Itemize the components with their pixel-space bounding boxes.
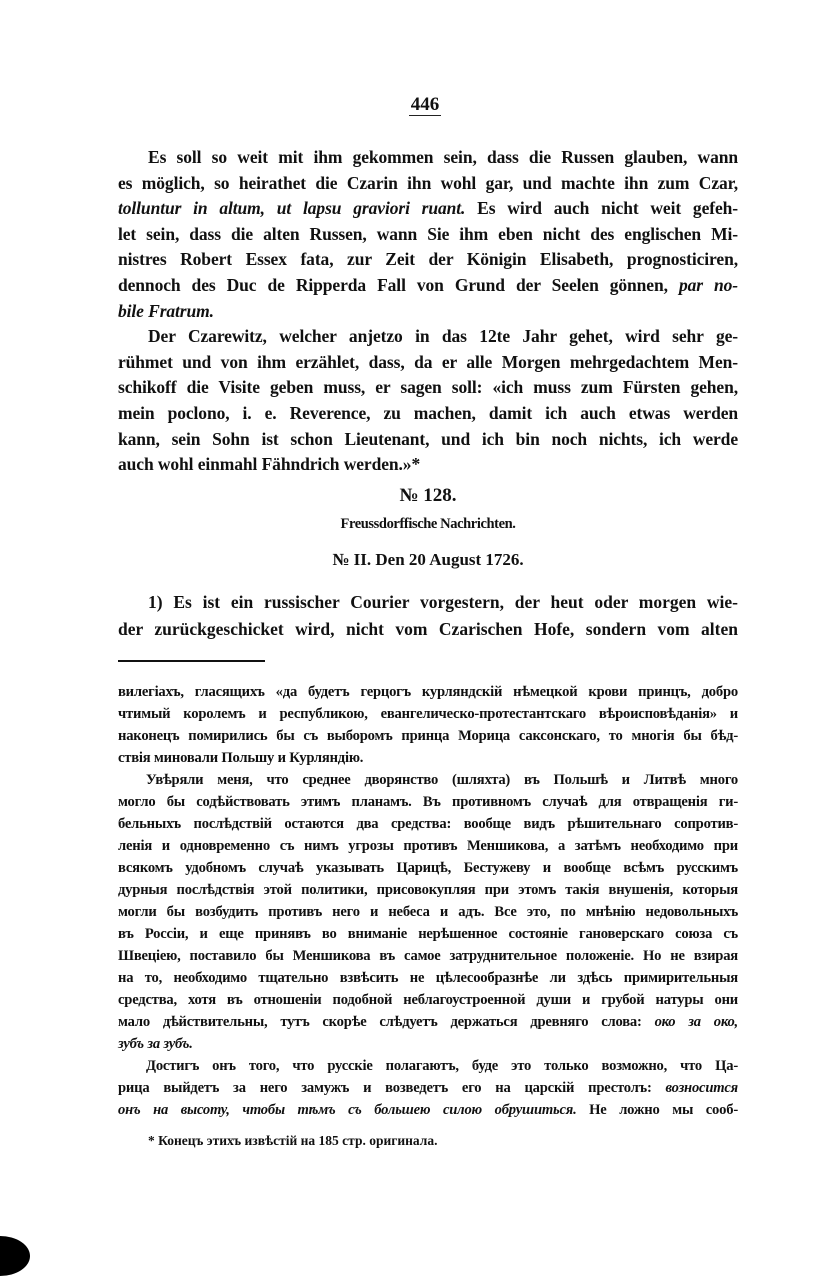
text-line bbox=[118, 299, 738, 325]
text-line bbox=[118, 1055, 738, 1077]
text-line bbox=[118, 857, 738, 879]
text-line bbox=[118, 989, 738, 1011]
text-segment: въ Россiи, и еще принявъ во вниманiе нерѣшенное состоянiе гановерскаго союза съ bbox=[118, 926, 738, 942]
text-segment: чтимый королемъ и республикою, евангелическо-протестантскаго вѣроисповѣданiя» и bbox=[118, 706, 738, 722]
text-line bbox=[118, 375, 738, 401]
text-line bbox=[118, 1033, 738, 1055]
text-line bbox=[118, 616, 738, 643]
text-segment: ствiя миновали Польшу и Курляндiю. bbox=[118, 750, 364, 766]
italic-text: зубъ за зубъ. bbox=[118, 1036, 193, 1052]
text-segment: es möglich, so heirathet die Czarin ihn wohl gar, und machte ihn zum Czar, bbox=[118, 172, 738, 193]
text-line bbox=[118, 967, 738, 989]
text-line bbox=[118, 813, 738, 835]
text-segment: всякомъ удобномъ случаѣ указывать Царицѣ, Бестужеву и вообще всѣмъ русскимъ bbox=[118, 860, 738, 876]
text-line bbox=[118, 427, 738, 453]
text-line bbox=[118, 945, 738, 967]
text-line bbox=[118, 145, 738, 171]
text-segment: могло бы содѣйствовать этимъ планамъ. Въ противномъ случаѣ для отвращенiя ги- bbox=[118, 794, 738, 810]
notes-text bbox=[118, 681, 738, 1121]
text-line bbox=[118, 324, 738, 350]
document-number: № 128. bbox=[399, 485, 457, 506]
text-line bbox=[118, 923, 738, 945]
text-segment: мало дѣйствительны, тутъ скорѣе слѣдуетъ держаться древняго слова: bbox=[118, 1014, 655, 1030]
text-line bbox=[118, 273, 738, 299]
text-line bbox=[118, 791, 738, 813]
text-line bbox=[118, 401, 738, 427]
text-segment: nistres Robert Essex fata, zur Zeit der Königin Elisabeth, prognosticiren, bbox=[118, 249, 738, 270]
main-text bbox=[118, 145, 738, 478]
text-segment: рица выйдетъ за него замужъ и возведетъ его на царскiй престолъ: bbox=[118, 1080, 666, 1096]
text-segment: могли бы возбудить противъ него и небеса и адъ. Все это, по мнѣнiю недовольныхъ bbox=[118, 904, 738, 920]
text-segment: Der Czarewitz, welcher anjetzo in das 12te Jahr gehet, wird sehr ge- bbox=[148, 326, 738, 347]
text-segment: бельныхъ послѣдствiй остаются два средства: вообще видъ рѣшительнаго сопротив- bbox=[118, 816, 738, 832]
text-line bbox=[118, 589, 738, 616]
text-line bbox=[118, 247, 738, 273]
document-subtitle: № II. Den 20 August 1726. bbox=[332, 550, 524, 569]
text-line bbox=[118, 1077, 738, 1099]
text-segment: der zurückgeschicket wird, nicht vom Czarischen Hofe, sondern vom alten bbox=[118, 619, 738, 639]
text-line bbox=[118, 879, 738, 901]
italic-text: онъ на высоту, чтобы тѣмъ съ большею силою обрушиться. bbox=[118, 1102, 577, 1118]
text-segment: auch wohl einmahl Fähndrich werden.»* bbox=[118, 454, 421, 475]
page-number-text: 446 bbox=[410, 94, 440, 115]
italic-text: возносится bbox=[665, 1080, 738, 1096]
text-segment: 1) Es ist ein russischer Courier vorgestern, der heut oder morgen wie- bbox=[148, 592, 738, 612]
italic-text: par no- bbox=[678, 274, 739, 295]
text-segment: Увѣряли меня, что среднее дворянство (шляхта) въ Польшѣ и Литвѣ много bbox=[146, 772, 738, 788]
text-segment: kann, sein Sohn ist schon Lieutenant, und ich bin noch nichts, ich werde bbox=[118, 428, 738, 449]
text-line bbox=[118, 1099, 738, 1121]
text-segment: mein poclono, i. e. Reverence, zu machen, damit ich auch etwas werden bbox=[118, 402, 738, 423]
scan-artifact bbox=[0, 1236, 30, 1276]
footnote-divider bbox=[118, 660, 265, 662]
document-title: Freussdorffische Nachrichten. bbox=[340, 516, 516, 532]
text-line bbox=[118, 769, 738, 791]
section-text bbox=[118, 589, 738, 643]
text-segment: Es wird auch nicht weit gefeh- bbox=[465, 198, 738, 219]
text-line bbox=[118, 222, 738, 248]
text-segment: на то, необходимо тщательно взвѣсить не цѣлесообразнѣе ли здѣсь примирительныя bbox=[118, 970, 738, 986]
text-line bbox=[118, 725, 738, 747]
footnote: * Конецъ этихъ извѣстiй на 185 стр. оригинала. bbox=[148, 1133, 438, 1148]
text-line bbox=[118, 350, 738, 376]
text-line bbox=[118, 835, 738, 857]
text-line bbox=[118, 703, 738, 725]
text-line bbox=[118, 1011, 738, 1033]
text-segment: schikoff die Visite geben muss, er sagen soll: «ich muss zum Fürsten gehen, bbox=[118, 377, 738, 398]
italic-text: bile Fratrum. bbox=[118, 300, 214, 321]
text-line bbox=[118, 452, 738, 478]
italic-text: око за око, bbox=[654, 1014, 739, 1030]
text-segment: наконецъ помирились бы съ выборомъ принца Морица саксонскаго, то многiя бы бѣд- bbox=[118, 728, 738, 744]
text-line bbox=[118, 901, 738, 923]
text-segment: let sein, dass die alten Russen, wann Sie ihm eben nicht des englischen Mi- bbox=[118, 223, 738, 244]
text-line bbox=[118, 196, 738, 222]
page-number bbox=[0, 94, 820, 116]
text-segment: rühmet und von ihm erzählet, dass, da er alle Morgen mehrgedachtem Men- bbox=[118, 351, 738, 372]
text-segment: Достигъ онъ того, что русскiе полагаютъ, буде это только возможно, что Ца- bbox=[146, 1058, 738, 1074]
italic-text: tolluntur in altum, ut lapsu graviori ruant. bbox=[118, 198, 466, 219]
text-segment: Es soll so weit mit ihm gekommen sein, dass die Russen glauben, wann bbox=[148, 147, 738, 167]
text-segment: Не ложно мы сооб- bbox=[576, 1102, 738, 1118]
text-line bbox=[118, 747, 738, 769]
text-segment: Швецiею, поставило бы Меншикова въ самое затруднительное положенiе. Но не взирая bbox=[118, 948, 738, 964]
text-line bbox=[118, 171, 738, 197]
text-segment: dennoch des Duc de Ripperda Fall von Grund der Seelen gönnen, bbox=[118, 274, 679, 295]
text-segment: дурныя послѣдствiя этой политики, присовокупляя при этомъ такiя внушенiя, которыя bbox=[118, 882, 738, 898]
text-segment: вилегiахъ, гласящихъ «да будетъ герцогъ курляндскiй нѣмецкой крови принцъ, добро bbox=[118, 684, 738, 700]
text-segment: ленiя и одновременно съ нимъ угрозы противъ Меншикова, а затѣмъ необходимо при bbox=[118, 838, 738, 854]
text-segment: средства, хотя въ отношенiи подобной неблагоустроенной души и грубой натуры они bbox=[118, 992, 738, 1008]
text-line bbox=[118, 681, 738, 703]
